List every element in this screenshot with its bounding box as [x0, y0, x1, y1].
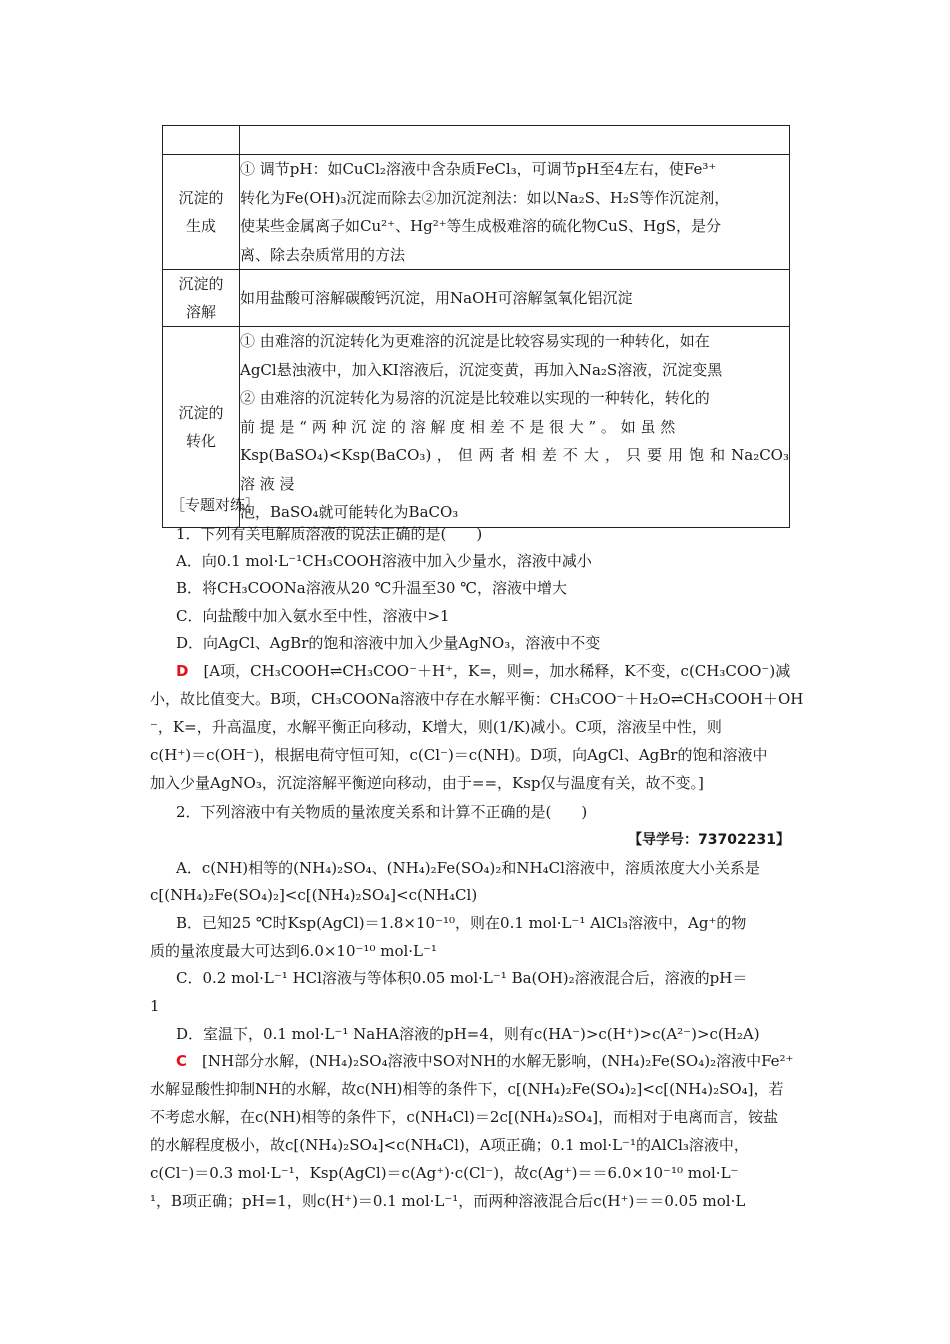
- explanation-line: c(Cl⁻)＝0.3 mol·L⁻¹，Ksp(AgCl)＝c(Ag⁺)·c(Cl⁻)，故c(Ag⁺)＝＝6.0×10⁻¹⁰ mol·L⁻: [150, 1164, 739, 1182]
- row-line: 如用盐酸可溶解碳酸钙沉淀，用NaOH可溶解氢氧化铝沉淀: [240, 288, 633, 307]
- option-c: C．0.2 mol·L⁻¹ HCl溶液与等体积0.05 mol·L⁻¹ Ba(OH)₂溶液混合后，溶液的pH＝: [176, 969, 748, 987]
- table-row: [163, 270, 790, 327]
- precipitation-table: [162, 125, 790, 528]
- explanation-line: 的水解程度极小，故c[(NH₄)₂SO₄]<c(NH₄Cl)，A项正确；0.1 mol·L⁻¹的AlCl₃溶液中，: [150, 1136, 749, 1154]
- table-row: [163, 155, 790, 270]
- question-stem: 1．下列有关电解质溶液的说法正确的是( ): [176, 525, 483, 543]
- row-line: 前 提 是 “ 两 种 沉 淀 的 溶 解 度 相 差 不 是 很 大 ” 。 如 虽 然: [240, 417, 676, 436]
- option-b: B．已知25 ℃时Ksp(AgCl)＝1.8×10⁻¹⁰，则在0.1 mol·L⁻¹ AlCl₃溶液中，Ag⁺的物: [176, 914, 747, 932]
- row-line: 转化为Fe(OH)₃沉淀而除去②加沉淀剂法：如以Na₂S、H₂S等作沉淀剂，: [240, 188, 730, 207]
- row-label-text: 沉淀的 生成: [178, 189, 224, 235]
- option-d: D．室温下，0.1 mol·L⁻¹ NaHA溶液的pH=4，则有c(HA⁻)>c(H⁺)>c(A²⁻)>c(H₂A): [176, 1025, 760, 1043]
- explanation-line: 水解显酸性抑制NH的水解，故c(NH)相等的条件下，c[(NH₄)₂Fe(SO₄)₂]<c[(NH₄)₂SO₄]，若: [150, 1080, 784, 1098]
- row-label-text: 沉淀的 溶解: [178, 275, 224, 321]
- table-header-row: [163, 126, 790, 155]
- option-b: B．将CH₃COONa溶液从20 ℃升温至30 ℃，溶液中增大: [176, 579, 568, 597]
- option-b-cont: 质的量浓度最大可达到6.0×10⁻¹⁰ mol·L⁻¹: [150, 942, 437, 960]
- explanation-line: c(H⁺)＝c(OH⁻)，根据电荷守恒可知，c(Cl⁻)＝c(NH)。D项，向AgCl、AgBr的饱和溶液中: [150, 746, 768, 764]
- header-left-cell: [163, 126, 240, 155]
- row-label-text: 沉淀的 转化: [178, 403, 224, 450]
- row-line: ① 由难溶的沉淀转化为更难溶的沉淀是比较容易实现的一种转化，如在: [240, 332, 710, 350]
- answer-letter: D: [176, 662, 189, 680]
- option-d: D．向AgCl、AgBr的饱和溶液中加入少量AgNO₃，溶液中不变: [176, 634, 601, 652]
- row-line: 使某些金属离子如Cu²⁺、Hg²⁺等生成极难溶的硫化物CuS、HgS，是分: [240, 217, 722, 235]
- row-line: ① 调节pH：如CuCl₂溶液中含杂质FeCl₃，可调节pH至4左右，使Fe³⁺: [240, 160, 717, 178]
- option-a: A．c(NH)相等的(NH₄)₂SO₄、(NH₄)₂Fe(SO₄)₂和NH₄Cl溶液中，溶质浓度大小关系是: [176, 859, 760, 877]
- option-c-cont: 1: [150, 997, 160, 1015]
- option-a: A．向0.1 mol·L⁻¹CH₃COOH溶液中加入少量水，溶液中减小: [176, 552, 592, 570]
- row-line: 泡，BaSO₄就可能转化为BaCO₃: [240, 503, 459, 521]
- section-title: ［专题对练］: [170, 496, 261, 514]
- row-line: AgCl悬浊液中，加入KI溶液后，沉淀变黄，再加入Na₂S溶液，沉淀变黑: [240, 360, 723, 379]
- explanation-line: 加入少量AgNO₃，沉淀溶解平衡逆向移动，由于==，Ksp仅与温度有关，故不变。]: [150, 774, 704, 792]
- guide-number-tag: 【导学号：73702231】: [628, 832, 790, 848]
- row-line: ② 由难溶的沉淀转化为易溶的沉淀是比较难以实现的一种转化，转化的: [240, 389, 710, 407]
- explanation-line: 小，故比值变大。B项，CH₃COONa溶液中存在水解平衡：CH₃COO⁻＋H₂O⇌CH₃COOH＋OH: [150, 690, 804, 708]
- explanation-line: ⁻，K=，升高温度，水解平衡正向移动，K增大，则(1/K)减小。C项，溶液呈中性，则: [150, 718, 722, 736]
- row-content: [240, 155, 790, 270]
- row-label: [163, 155, 240, 270]
- row-line: Ksp(BaSO₄)<Ksp(BaCO₃) ， 但 两 者 相 差 不 大 ， 只 要 用 饱 和 Na₂CO₃ 溶 液 浸: [240, 446, 789, 493]
- option-a-cont: c[(NH₄)₂Fe(SO₄)₂]<c[(NH₄)₂SO₄]<c(NH₄Cl): [150, 886, 478, 904]
- explanation-line: ¹，B项正确；pH=1，则c(H⁺)＝0.1 mol·L⁻¹，而两种溶液混合后c(H⁺)＝＝0.05 mol·L: [150, 1192, 746, 1210]
- header-right-cell: [240, 126, 790, 155]
- explanation-text: [NH部分水解，(NH₄)₂SO₄溶液中SO对NH的水解无影响，(NH₄)₂Fe(SO₄)₂溶液中Fe²⁺: [187, 1052, 794, 1070]
- explanation-text: [A项，CH₃COOH⇌CH₃COO⁻＋H⁺，K=，则=，加水稀释，K不变，c(CH₃COO⁻)减: [188, 662, 791, 680]
- answer-line: [176, 1050, 794, 1072]
- explanation-line: 不考虑水解，在c(NH)相等的条件下，c(NH₄Cl)＝2c[(NH₄)₂SO₄]，而相对于电离而言，铵盐: [150, 1108, 779, 1126]
- answer-letter: C: [176, 1052, 188, 1070]
- question-stem: 2．下列溶液中有关物质的量浓度关系和计算不正确的是( ): [176, 803, 588, 821]
- option-c: C．向盐酸中加入氨水至中性，溶液中>1: [176, 607, 450, 625]
- row-content: [240, 270, 790, 327]
- row-line: 离、除去杂质常用的方法: [240, 245, 406, 264]
- row-label: [163, 270, 240, 327]
- answer-line: [176, 660, 790, 682]
